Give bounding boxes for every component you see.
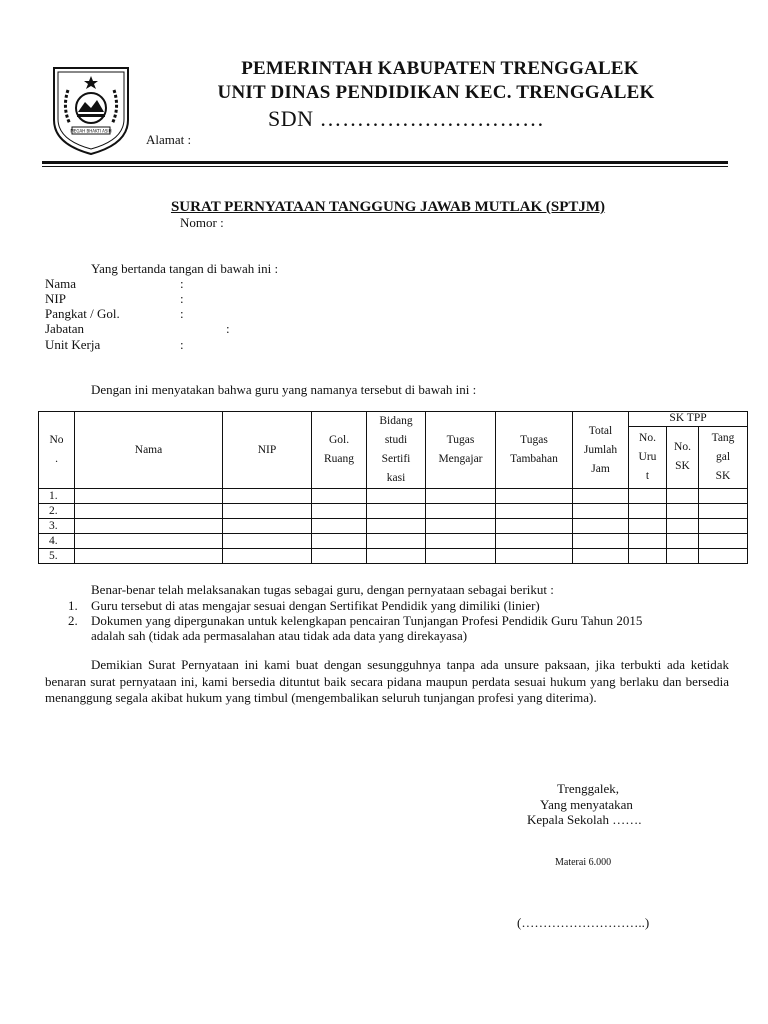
closing-paragraph: Demikian Surat Pernyataan ini kami buat dengan sesungguhnya tanpa ada unsure paksaan, jika terbukti ada ketidak benaran surat pernyataan ini, kami bersedia dituntut baik secara pidana maupun perdata sesuai hukum yang berlaku dan bersedia menanggung segala akibat hukum yang timbul (mengembalikan seluruh tunjangan profesi yang diterima). xyxy=(45,657,729,705)
list-item-text: Dokumen yang dipergunakan untuk kelengkapan pencairan Tunjangan Profesi Pendidik Guru Tahun 2015 xyxy=(91,613,643,628)
col-header-tugas-tambahan: Tugas Tambahan xyxy=(496,412,573,489)
teacher-table xyxy=(38,411,748,564)
col-header-no: No . xyxy=(39,412,75,489)
intro-text: Yang bertanda tangan di bawah ini : xyxy=(91,261,279,276)
field-label-unit-kerja: Unit Kerja xyxy=(45,337,101,352)
col-header-no-sk: No. SK xyxy=(667,426,699,488)
field-colon: : xyxy=(226,321,230,336)
field-colon: : xyxy=(180,291,184,306)
table-row xyxy=(39,549,748,564)
col-header-gol-ruang: Gol. Ruang xyxy=(312,412,367,489)
row-number: 3. xyxy=(39,519,75,534)
signature-position: Kepala Sekolah ……. xyxy=(527,812,642,827)
list-item-number: 2. xyxy=(68,613,78,628)
header-divider-thin xyxy=(42,166,728,167)
statement-text: Dengan ini menyatakan bahwa guru yang namanya tersebut di bawah ini : xyxy=(91,382,477,397)
col-header-tanggal-sk: Tang gal SK xyxy=(699,426,748,488)
col-header-sk-tpp: SK TPP xyxy=(629,412,748,427)
table-row xyxy=(39,534,748,549)
field-colon: : xyxy=(180,276,184,291)
header-school-name: SDN ………………………… xyxy=(268,106,545,131)
field-label-pangkat: Pangkat / Gol. xyxy=(45,306,120,321)
col-header-tugas-mengajar: Tugas Mengajar xyxy=(426,412,496,489)
table-row xyxy=(39,489,748,504)
svg-text:MEGAH BHAKTI ASIH: MEGAH BHAKTI ASIH xyxy=(70,128,112,134)
header-divider xyxy=(42,161,728,164)
signature-name-placeholder: (………………………..) xyxy=(517,915,650,930)
table-row xyxy=(39,519,748,534)
row-number: 2. xyxy=(39,504,75,519)
document-number-label: Nomor : xyxy=(180,215,224,230)
field-label-nama: Nama xyxy=(45,276,77,291)
signature-declarant: Yang menyatakan xyxy=(540,797,633,812)
col-header-nama: Nama xyxy=(75,412,223,489)
body-lead: Benar-benar telah melaksanakan tugas sebagai guru, dengan pernyataan sebagai berikut : xyxy=(91,582,554,597)
header-department: UNIT DINAS PENDIDIKAN KEC. TRENGGALEK xyxy=(217,82,655,103)
list-item-number: 1. xyxy=(68,598,78,613)
row-number: 4. xyxy=(39,534,75,549)
row-number: 5. xyxy=(39,549,75,564)
table-row xyxy=(39,504,748,519)
list-item-text-continued: adalah sah (tidak ada permasalahan atau tidak ada data yang direkayasa) xyxy=(91,628,468,643)
document-title: SURAT PERNYATAAN TANGGUNG JAWAB MUTLAK (SPTJM) xyxy=(170,199,606,215)
signature-place: Trenggalek, xyxy=(557,781,619,796)
row-number: 1. xyxy=(39,489,75,504)
col-header-nip: NIP xyxy=(223,412,312,489)
field-label-jabatan: Jabatan xyxy=(45,321,84,336)
col-header-bidang-studi: Bidang studi Sertifi kasi xyxy=(367,412,426,489)
col-header-total-jam: Total Jumlah Jam xyxy=(573,412,629,489)
header-address-label: Alamat : xyxy=(146,132,192,147)
col-header-no-urut: No. Uru t xyxy=(629,426,667,488)
field-colon: : xyxy=(180,306,184,321)
list-item-text: Guru tersebut di atas mengajar sesuai dengan Sertifikat Pendidik yang dimiliki (linier) xyxy=(91,598,540,613)
field-colon: : xyxy=(180,337,184,352)
stamp-label: Materai 6.000 xyxy=(555,857,612,868)
header-government: PEMERINTAH KABUPATEN TRENGGALEK xyxy=(241,58,639,79)
field-label-nip: NIP xyxy=(45,291,66,306)
